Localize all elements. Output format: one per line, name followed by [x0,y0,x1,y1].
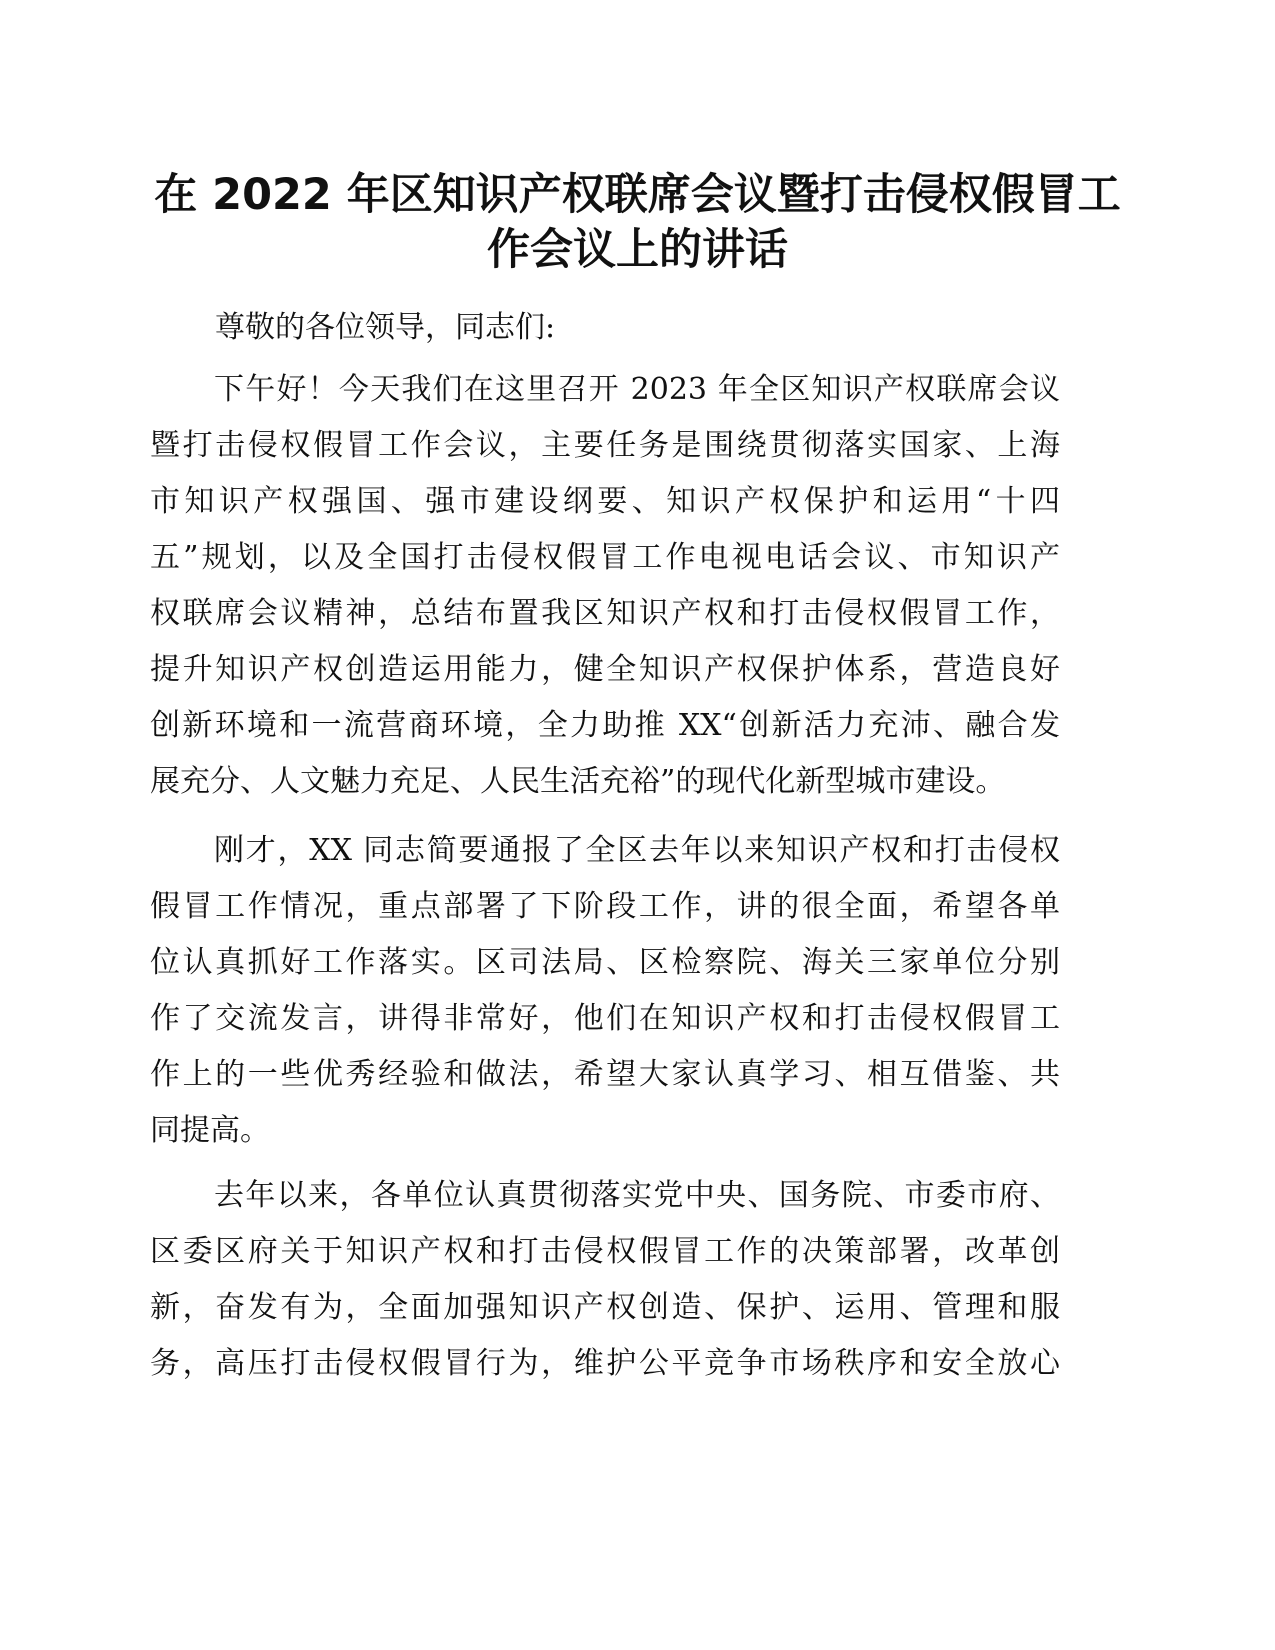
paragraph-line: 创新环境和一流营商环境，全力助推 XX“创新活力充沛、融合发 [150,708,1060,743]
title-line: 在 2022 年区知识产权联席会议暨打击侵权假冒工 [154,170,1121,220]
paragraph-review [150,823,1060,1159]
paragraph-line: 假冒工作情况，重点部署了下阶段工作，讲的很全面，希望各单 [150,889,1060,924]
paragraph-line: 作了交流发言，讲得非常好，他们在知识产权和打击侵权假冒工 [150,1001,1060,1036]
paragraph-line: 五”规划，以及全国打击侵权假冒工作电视电话会议、市知识产 [150,540,1060,575]
paragraph-opening [150,362,1060,810]
paragraph-line: 作上的一些优秀经验和做法，希望大家认真学习、相互借鉴、共 [150,1057,1060,1092]
title-line: 作会议上的讲话 [487,225,788,275]
paragraph-line: 同提高。 [150,1113,270,1148]
paragraph-line: 刚才，XX 同志简要通报了全区去年以来知识产权和打击侵权 [214,833,1060,868]
paragraph-line: 权联席会议精神，总结布置我区知识产权和打击侵权假冒工作， [150,596,1060,631]
paragraph-line: 展充分、人文魅力充足、人民生活充裕”的现代化新型城市建设。 [150,764,1006,799]
paragraph-line: 提升知识产权创造运用能力，健全知识产权保护体系，营造良好 [150,652,1060,687]
paragraph-line: 位认真抓好工作落实。区司法局、区检察院、海关三家单位分别 [150,945,1060,980]
paragraph-line: 下午好！今天我们在这里召开 2023 年全区知识产权联席会议 [214,372,1060,407]
paragraph-line: 去年以来，各单位认真贯彻落实党中央、国务院、市委市府、 [214,1178,1060,1213]
paragraph-line: 暨打击侵权假冒工作会议，主要任务是围绕贯彻落实国家、上海 [150,428,1060,463]
salutation: 尊敬的各位领导，同志们: [215,310,556,345]
paragraph-summary [150,1168,1060,1392]
document-title [120,168,1155,278]
paragraph-line: 新，奋发有为，全面加强知识产权创造、保护、运用、管理和服 [150,1290,1060,1325]
paragraph-line: 务，高压打击侵权假冒行为，维护公平竞争市场秩序和安全放心 [150,1346,1060,1381]
paragraph-line: 市知识产权强国、强市建设纲要、知识产权保护和运用“十四 [150,484,1060,519]
paragraph-line: 区委区府关于知识产权和打击侵权假冒工作的决策部署，改革创 [150,1234,1060,1269]
